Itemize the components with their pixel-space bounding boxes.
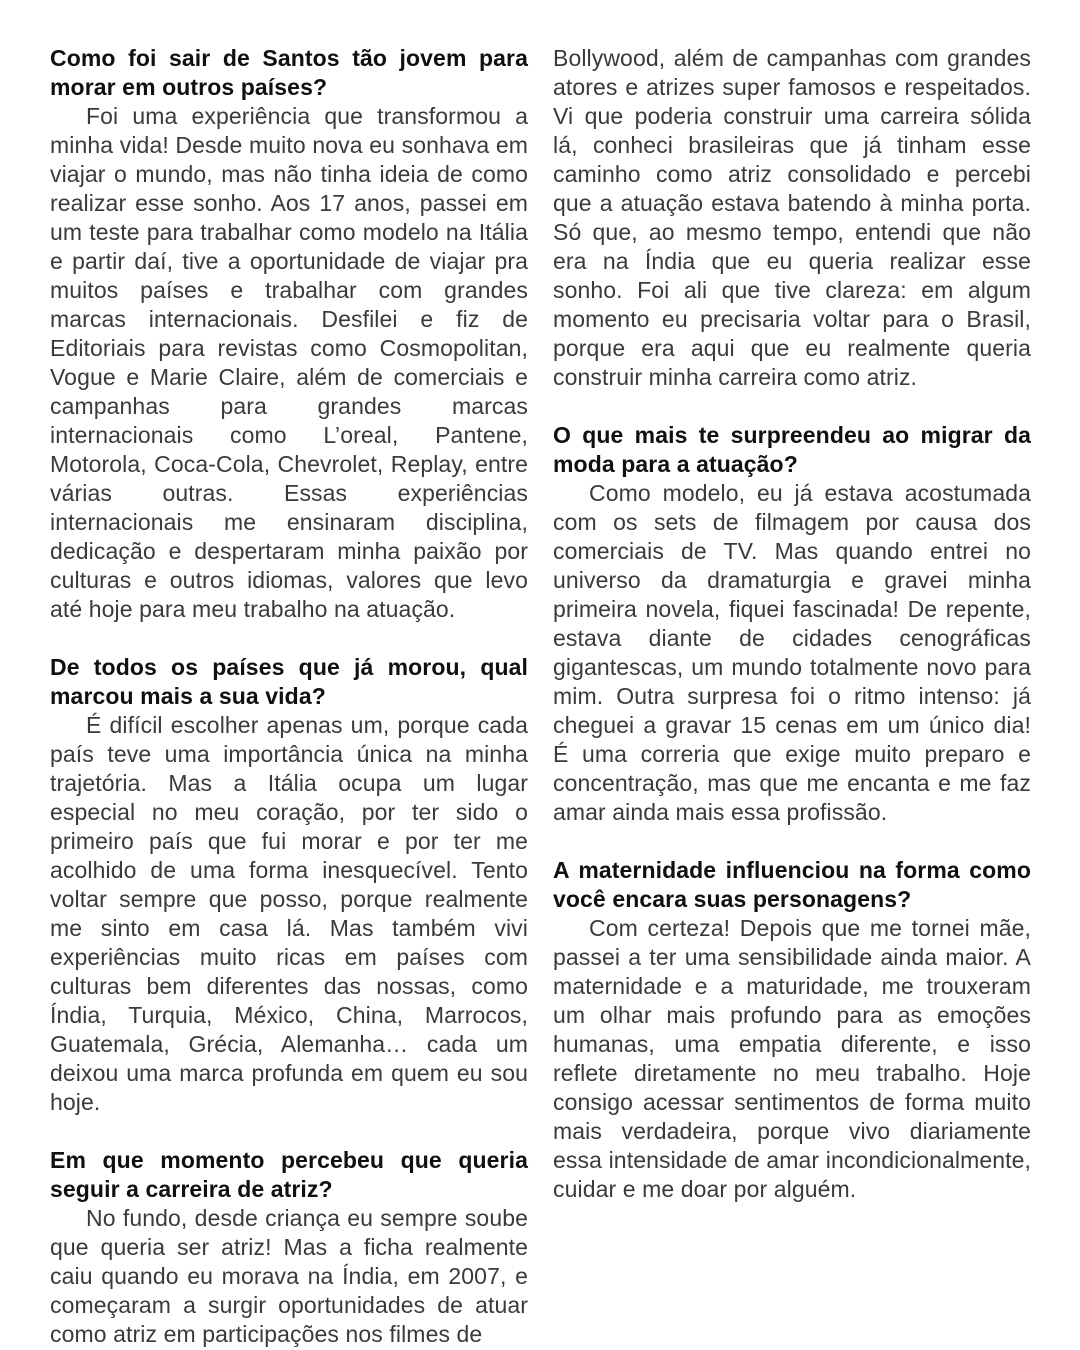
interview-question: Em que momento percebeu que queria seguir a carreira de atriz?: [50, 1147, 528, 1202]
interview-answer-paragraph: No fundo, desde criança eu sempre soube que queria ser atriz! Mas a ficha realmente caiu quando eu morava na Índia, em 2007, e começaram a surgir oportunidades de atuar como atriz em participações nos filmes de: [50, 1205, 528, 1347]
interview-question: A maternidade influenciou na forma como você encara suas personagens?: [553, 857, 1031, 912]
interview-answer-paragraph: Com certeza! Depois que me tornei mãe, passei a ter uma sensibilidade ainda maior. A maternidade e a maturidade, me trouxeram um olhar mais profundo para as emoções humanas, uma empatia diferente, e isso reflete diretamente no meu trabalho. Hoje consigo acessar sentimentos de forma muito mais verdadeira, porque vivo diariamente essa intensidade de amar incondicionalmente, cuidar e me doar por alguém.: [553, 915, 1031, 1202]
interview-answer-paragraph: Como modelo, eu já estava acostumada com os sets de filmagem por causa dos comerciais de TV. Mas quando entrei no universo da dramaturgia e gravei minha primeira novela, fiquei fascinada! De repente, estava diante de cidades cenográficas gigantescas, um mundo totalmente novo para mim. Outra surpresa foi o ritmo intenso: já cheguei a gravar 15 cenas em um único dia! É uma correria que exige muito preparo e concentração, mas que me encanta e me faz amar ainda mais essa profissão.: [553, 480, 1031, 825]
interview-answer-paragraph: É difícil escolher apenas um, porque cada país teve uma importância única na minha trajetória. Mas a Itália ocupa um lugar especial no meu coração, por ter sido o primeiro país que fui morar e por ter me acolhido de uma forma inesquecível. Tento voltar sempre que posso, porque realmente me sinto em casa lá. Mas também vivi experiências muito ricas em países com culturas bem diferentes das nossas, como Índia, Turquia, México, China, Marrocos, Guatemala, Grécia, Alemanha… cada um deixou uma marca profunda em quem eu sou hoje.: [50, 712, 528, 1115]
interview-question: De todos os países que já morou, qual marcou mais a sua vida?: [50, 654, 528, 709]
interview-answer-paragraph: Foi uma experiência que transformou a minha vida! Desde muito nova eu sonhava em viajar o mundo, mas não tinha ideia de como realizar esse sonho. Aos 17 anos, passei em um teste para trabalhar como modelo na Itália e partir daí, tive a oportunidade de viajar pra muitos países e trabalhar com grandes marcas internacionais. Desfilei e fiz de Editoriais para revistas como Cosmopolitan, Vogue e Marie Claire, além de comerciais e campanhas para grandes marcas internacionais como L’oreal, Pantene, Motorola, Coca-Cola, Chevrolet, Replay, entre várias outras. Essas experiências internacionais me ensinaram disciplina, dedicação e despertaram minha paixão por culturas e outros idiomas, valores que levo até hoje para meu trabalho na atuação.: [50, 103, 528, 622]
interview-question: O que mais te surpreendeu ao migrar da moda para a atuação?: [553, 422, 1031, 477]
interview-answer-continuation: Bollywood, além de campanhas com grandes atores e atrizes super famosos e respeitados. Vi que poderia construir uma carreira sólida lá, conheci brasileiras que já tinham esse caminho como atriz consolidado e percebi que a atuação estava batendo à minha porta. Só que, ao mesmo tempo, entendi que não era na Índia que eu queria realizar esse sonho. Foi ali que tive clareza: em algum momento eu precisaria voltar para o Brasil, porque era aqui que eu realmente queria construir minha carreira como atriz.: [553, 45, 1031, 390]
column-left: [50, 44, 528, 1349]
interview-question: Como foi sair de Santos tão jovem para morar em outros países?: [50, 45, 528, 100]
column-right: [553, 44, 1031, 1349]
interview-article: [50, 44, 1032, 1349]
